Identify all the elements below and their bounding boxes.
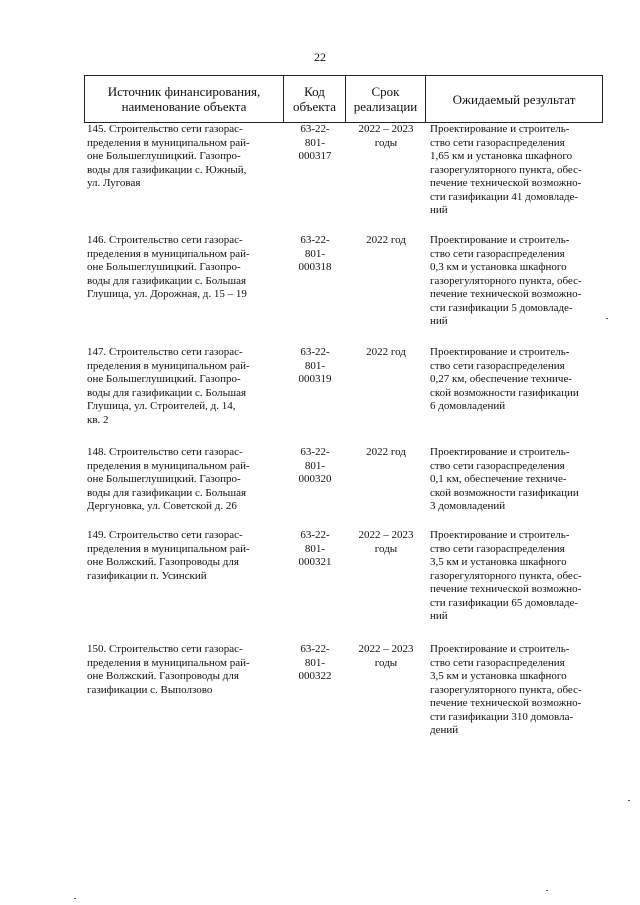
scan-speck — [74, 898, 76, 899]
scan-speck — [606, 318, 608, 319]
page-number: 22 — [314, 50, 326, 64]
code-cell: 63-22- 801- 000318 — [298, 234, 332, 273]
scan-speck — [628, 800, 630, 801]
table-row — [84, 234, 603, 346]
table-row — [84, 123, 603, 234]
term-cell: 2022 – 2023 годы — [358, 123, 414, 149]
result-cell: Проектирование и строитель- ство сети газораспределения 0,27 км, обеспечение техниче- ской возможности газификации 6 домовладений — [430, 346, 579, 412]
result-cell: Проектирование и строитель- ство сети газораспределения 1,65 км и установка шкафного газорегуляторного пункта, обес- печение технической возможно- сти газификации 41 домовладе- ний — [430, 123, 582, 216]
object-cell: 145. Строительство сети газорас- пределения в муниципальном рай- оне Большеглушицкий. Газопро- воды для газификации с. Южный, ул. Луговая — [87, 123, 250, 189]
object-cell: 150. Строительство сети газорас- пределения в муниципальном рай- оне Волжский. Газопроводы для газификации с. Выползово — [87, 643, 250, 696]
objects-table — [84, 75, 603, 753]
header-source: Источник финансирования, наименование объекта — [84, 76, 284, 122]
object-cell: 149. Строительство сети газорас- пределения в муниципальном рай- оне Волжский. Газопроводы для газификации п. Усинский — [87, 529, 250, 582]
code-cell: 63-22- 801- 000319 — [298, 346, 332, 385]
object-cell: 147. Строительство сети газорас- пределения в муниципальном рай- оне Большеглушицкий. Газопро- воды для газификации с. Большая Глушица, ул. Строителей, д. 14, кв. 2 — [87, 346, 250, 426]
result-cell: Проектирование и строитель- ство сети газораспределения 3,5 км и установка шкафного газорегуляторного пункта, обес- печение технической возможно- сти газификации 65 домовладе- ний — [430, 529, 582, 622]
table-row — [84, 643, 603, 753]
table-row — [84, 446, 603, 529]
table-body — [84, 123, 603, 753]
code-cell: 63-22- 801- 000320 — [298, 446, 332, 485]
object-cell: 148. Строительство сети газорас- пределения в муниципальном рай- оне Большеглушицкий. Газопро- воды для газификации с. Большая Дергуновка, ул. Советской д. 26 — [87, 446, 250, 512]
result-cell: Проектирование и строитель- ство сети газораспределения 3,5 км и установка шкафного газорегуляторного пункта, обес- печение технической возможно- сти газификации 310 домовла- дений — [430, 643, 582, 736]
code-cell: 63-22- 801- 000317 — [298, 123, 332, 162]
header-term: Срок реализации — [346, 76, 426, 122]
result-cell: Проектирование и строитель- ство сети газораспределения 0,1 км, обеспечение техниче- ской возможности газификации 3 домовладений — [430, 446, 579, 512]
term-cell: 2022 – 2023 годы — [358, 529, 414, 555]
term-cell: 2022 год — [366, 446, 406, 458]
result-cell: Проектирование и строитель- ство сети газораспределения 0,3 км и установка шкафного газорегуляторного пункта, обес- печение технической возможно- сти газификации 5 домовладе- ний — [430, 234, 582, 327]
scan-speck — [546, 890, 548, 891]
term-cell: 2022 – 2023 годы — [358, 643, 414, 669]
code-cell: 63-22- 801- 000321 — [298, 529, 332, 568]
table-row — [84, 529, 603, 643]
term-cell: 2022 год — [366, 346, 406, 358]
object-cell: 146. Строительство сети газорас- пределения в муниципальном рай- оне Большеглушицкий. Газопро- воды для газификации с. Большая Глушица, ул. Дорожная, д. 15 – 19 — [87, 234, 250, 300]
term-cell: 2022 год — [366, 234, 406, 246]
code-cell: 63-22- 801- 000322 — [298, 643, 332, 682]
table-row — [84, 346, 603, 446]
header-code: Код объекта — [284, 76, 346, 122]
table-header — [84, 76, 603, 123]
header-result: Ожидаемый результат — [426, 76, 603, 122]
